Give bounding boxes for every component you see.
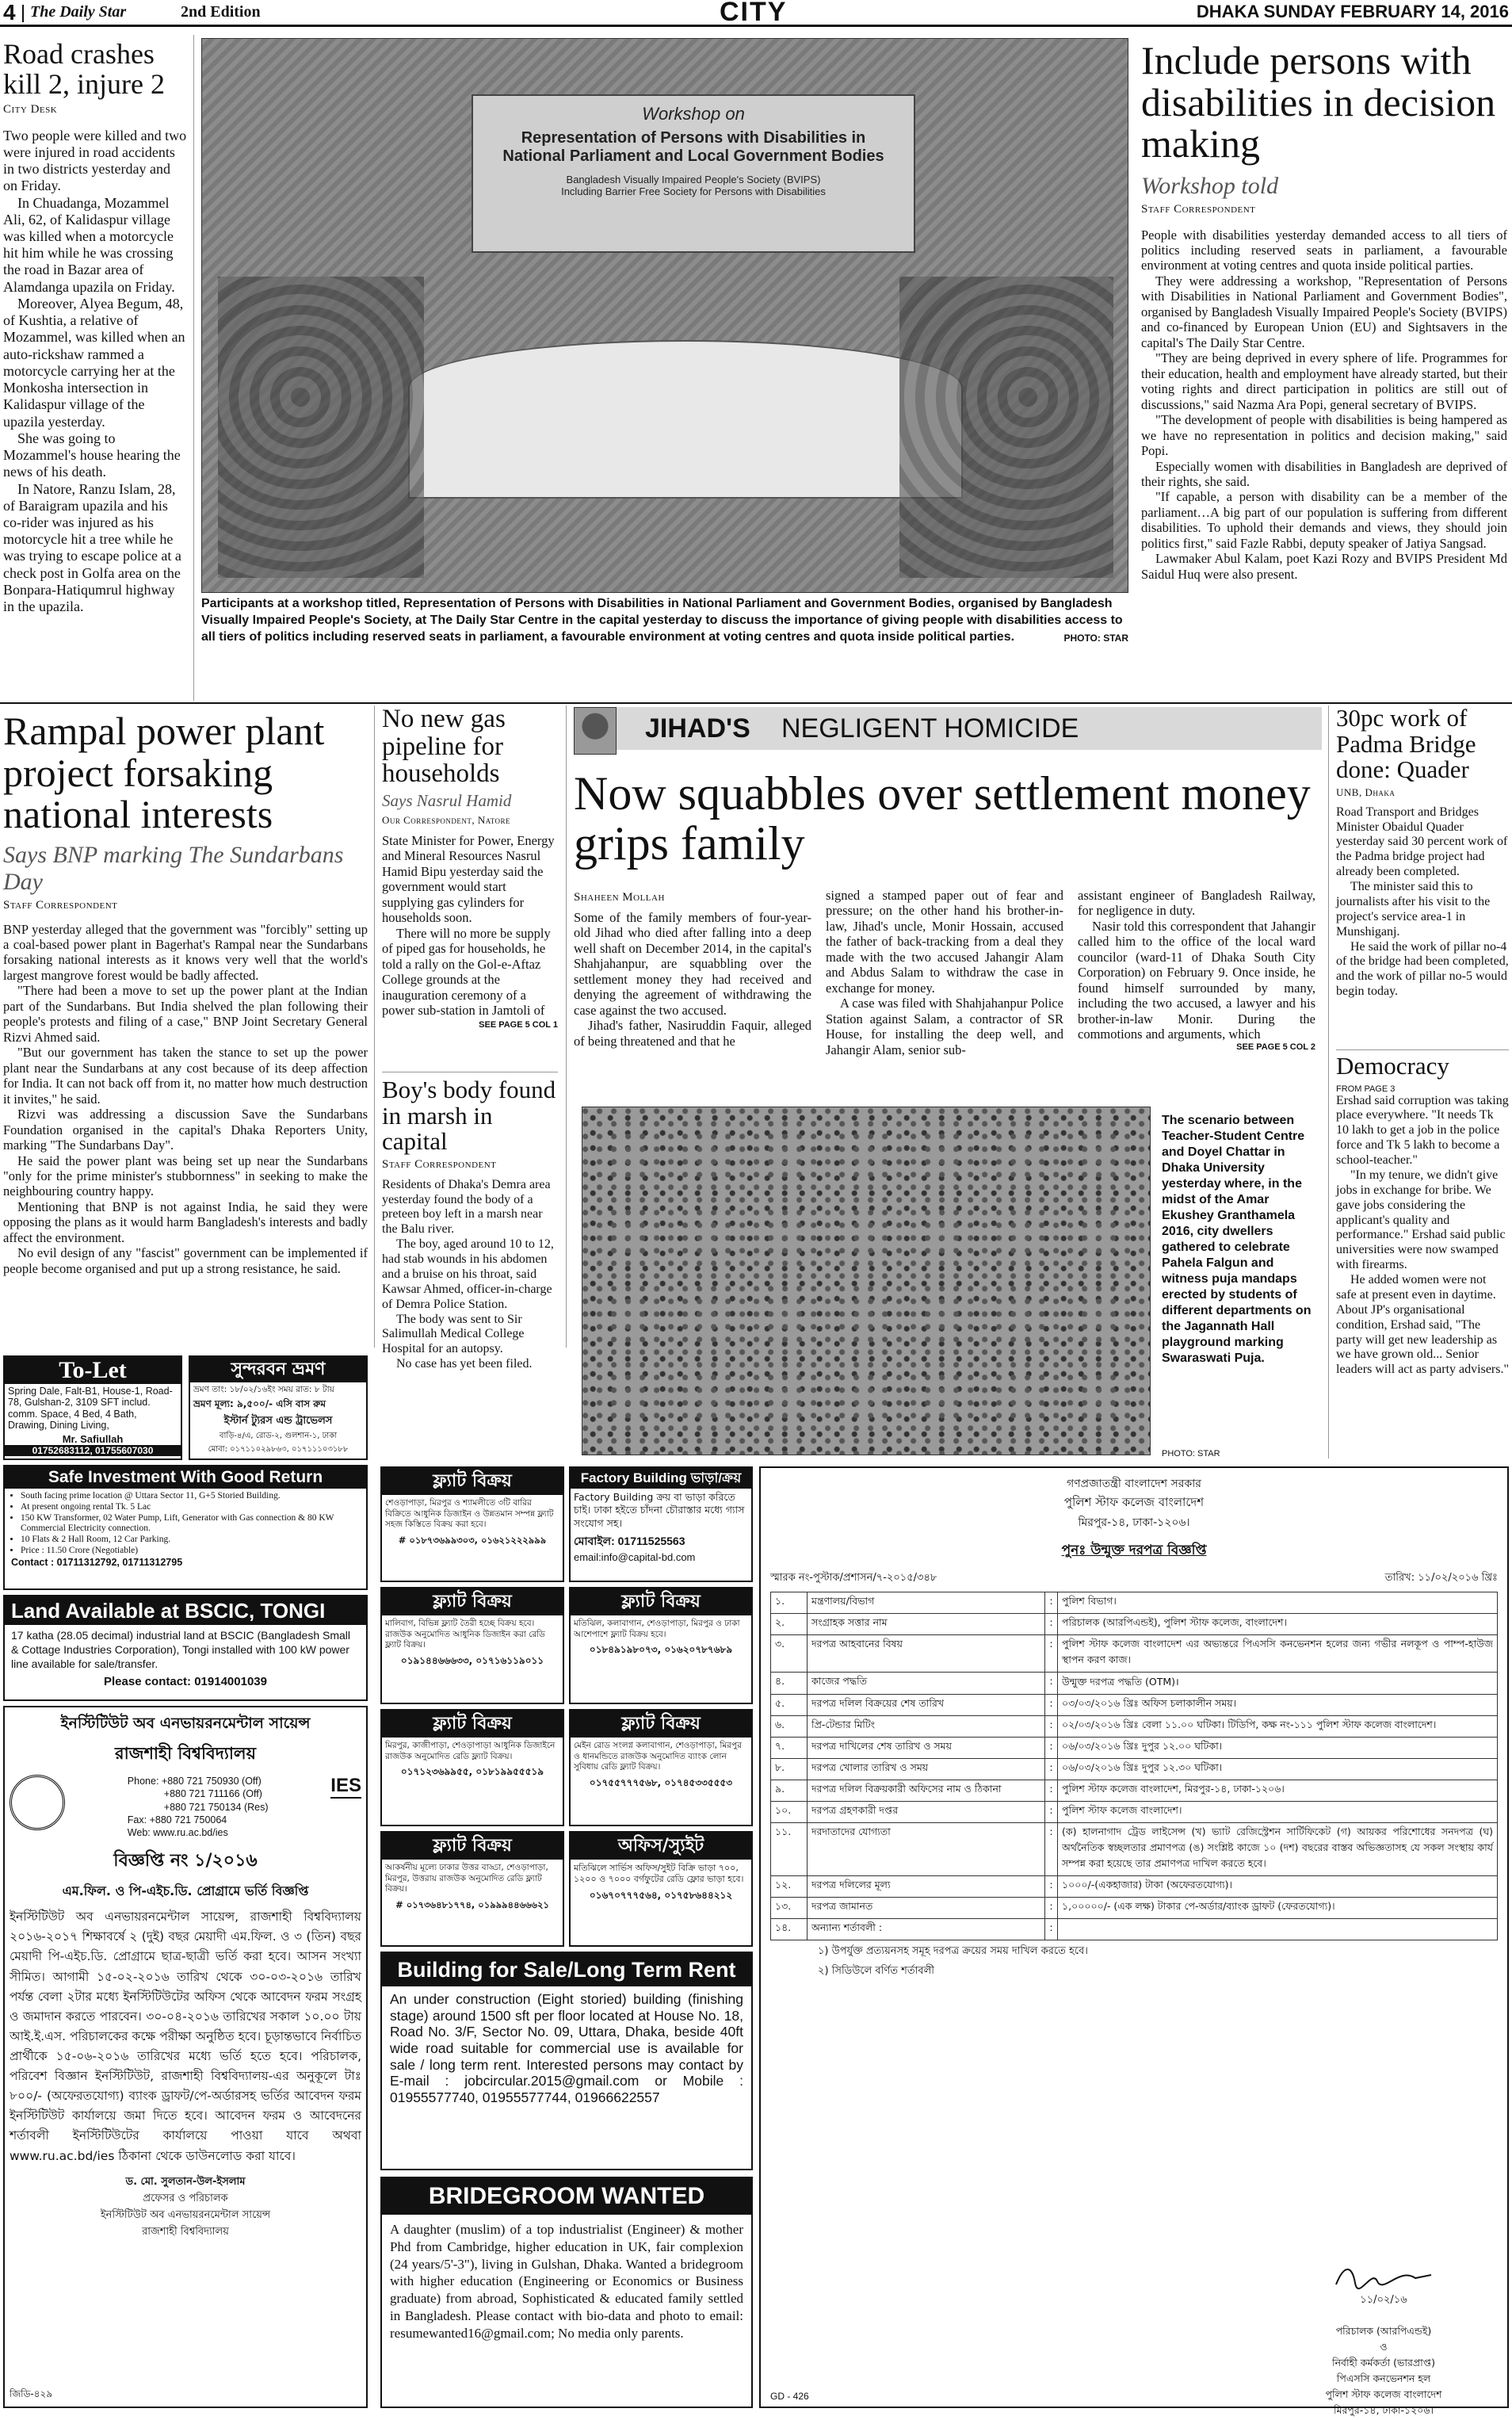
jihad-portrait <box>574 707 617 755</box>
factory-ad-email: email:info@capital-bd.com <box>574 1550 696 1563</box>
factory-ad-body: Factory Building ক্রয় বা ভাড়া করিতে চাই। ঢাকা হইতে চাঁদনা চৌরাস্তার মধ্যে গ্যাস সংযোগ সহ। <box>574 1491 745 1529</box>
tender-row-no: ৯. <box>771 1780 808 1802</box>
tender-row-value: ০২/০৩/২০১৬ খ্রিঃ বেলা ১১.০০ ঘটিকা। টিডিপি, কক্ষ নং-১১১ পুলিশ স্টাফ কলেজ বাংলাদেশ। <box>1058 1716 1498 1738</box>
tender-row <box>771 1759 1498 1780</box>
crowd-caption: The scenario between Teacher-Student Centre and Doyel Chattar in Dhaka University yesterday where, in the midst of the Amar Ekushey Granthamela 2016, city dwellers gathered to celebrate Pahela Falgun and witness puja mandaps erected by students of different departments on the Jagannath Hall playground marking Swaraswati Puja. <box>1162 1114 1312 1365</box>
tender-memo: স্মারক নং-পুস্টাক/প্রশাসন/৭-২০১৫/৩৪৮ <box>770 1572 937 1584</box>
column-rule <box>193 35 194 701</box>
tender-row-colon: : <box>1045 1759 1058 1780</box>
road-crash-headline: Road crashes kill 2, injure 2 <box>3 38 165 100</box>
tender-notice <box>759 1466 1509 2416</box>
masthead-divider <box>22 5 24 22</box>
ies-phone: +880 721 711166 (Off) <box>163 1788 262 1800</box>
boy-p2: The boy, aged around 10 to 12, had stab wounds in his abdomen and a bruise on his throat, said Kawsar Ahmed, officer-in-charge of Demra Police Station. <box>382 1237 554 1311</box>
tender-row-value: ১০০০/-(একহাজার) টাকা (অফেরতযোগ্য)। <box>1058 1876 1498 1898</box>
jihad-p4: A case was filed with Shahjahanpur Police Station against Salam, a contractor of SR House, for installing the deep well, and Jahangir Alam, senior sub- <box>826 996 1063 1057</box>
flat-ad-body: আকর্ষনীয় মূল্যে ঢাকার উত্তর বাড্ডা, শেওড়াপাড়া, মিরপুর, উত্তরায় রাজউক অনুমোদিত রেডি ফ্ল্যাট বিক্রয়। <box>385 1863 548 1894</box>
flat-ad-title: ফ্ল্যাট বিক্রয় <box>571 1588 751 1615</box>
flat-ad-3 <box>569 1587 753 1704</box>
jihad-col-1 <box>574 910 811 1049</box>
ies-fax: Fax: +880 721 750064 <box>127 1814 227 1826</box>
jihad-p3: signed a stamped paper out of fear and pressure; on the other hand his brother-in-law, Jihad's uncle, Monir Hossain, accused the father of back-tracking from a deal they made with the two accused Jahangir Alam and Abdus Salam to withdraw the case in exchange for money. <box>826 888 1063 996</box>
flat-ad-phones: ০১৯১৪৪৬৬৬৩৩, ০১৭১৬১১৯০১১ <box>400 1654 544 1666</box>
flat-ad-title: ফ্ল্যাট বিক্রয় <box>382 1588 563 1615</box>
rampal-deck: Says BNP marking The Sundarbans Day <box>3 841 344 895</box>
rampal-p2: "There had been a move to set up the power plant at the Indian part of the Sundarbans. But India shelved the plan following their people's protests and filing of a case," BNP Joint Secretary General Rizvi Ahmed said. <box>3 983 368 1045</box>
democracy-story <box>1336 1049 1509 1462</box>
ies-logo: IES <box>330 1775 361 1799</box>
tender-row-no: ১. <box>771 1592 808 1614</box>
ies-signatory-4: রাজশাহী বিশ্ববিদ্যালয় <box>142 2225 229 2238</box>
ies-code: জিডি-৪২৯ <box>10 2388 53 2399</box>
gas-jump: SEE PAGE 5 COL 1 <box>479 1019 558 1030</box>
rampal-p4: Rizvi was addressing a discussion Save the Sundarbans Foundation organised in the capital's Dhaka Reporters Unity, marking "The Sundarbans Day". <box>3 1107 368 1153</box>
tender-notice-title: পুনঃ উন্মুক্ত দরপত্র বিজ্ঞপ্তি <box>1061 1543 1207 1558</box>
sundarban-ad <box>189 1355 368 1460</box>
factory-ad-phone: মোবাইল: 01711525563 <box>574 1534 685 1547</box>
ies-header-2: রাজশাহী বিশ্ববিদ্যালয় <box>115 1744 256 1763</box>
rampal-story <box>3 710 368 1344</box>
ies-signature <box>10 2174 361 2241</box>
tender-row <box>771 1614 1498 1635</box>
jihad-kicker <box>574 707 1322 750</box>
tender-row-item: সংগ্রাহক সত্তার নাম <box>808 1614 1045 1635</box>
workshop-photo-credit: PHOTO: STAR <box>1063 632 1128 644</box>
disabilities-story <box>1141 40 1507 705</box>
padma-p1: Road Transport and Bridges Minister Obaidul Quader yesterday said 30 percent work of the Padma bridge project had already been completed. <box>1336 805 1508 879</box>
banner-line-3: National Parliament and Local Government Bodies <box>502 147 884 165</box>
sundarban-line-1: ভ্রমণ তাং: ১৮/০২/১৬ইং সময় রাত: ৮ টায় <box>193 1385 334 1394</box>
tender-row-value: ০৬/০৩/২০১৬ খ্রিঃ দুপুর ১২.৩০ ঘটিকা। <box>1058 1759 1498 1780</box>
tender-row-no: ৬. <box>771 1716 808 1738</box>
ies-ad <box>3 1706 368 2408</box>
banner-line-5: Including Barrier Free Society for Persons with Disabilities <box>561 185 826 197</box>
tolet-body: Spring Dale, Falt-B1, House-1, Road-78, Gulshan-2, 3109 SFT includ. comm. Space, 4 Bed, 4 Bath, Drawing, Dining Living, <box>8 1386 173 1432</box>
workshop-caption <box>201 596 1128 699</box>
conference-table <box>408 340 963 499</box>
sundarban-line-2: ভ্রমণ মূল্য: ৯,৫০০/- এসি বাস রুম <box>193 1398 326 1409</box>
gas-byline: Our Correspondent, Natore <box>382 813 511 826</box>
flat-ad-phones: # ০১৭৩৬৪৮১৭৭৪, ০১৯৯৯৪৪৬৬৬২১ <box>395 1898 549 1910</box>
tender-org: পুলিশ স্টাফ কলেজ বাংলাদেশ <box>1063 1495 1205 1509</box>
tender-row-item: দরপত্র গ্রহণকারী দপ্তর <box>808 1802 1045 1823</box>
tender-row <box>771 1716 1498 1738</box>
rampal-body <box>3 922 368 1277</box>
ies-signatory-1: ড. মো. সুলতান-উল-ইসলাম <box>125 2175 246 2188</box>
banner-line-2: Representation of Persons with Disabilities in <box>521 129 866 147</box>
tender-date: তারিখ: ১১/০২/২০১৬ খ্রিঃ <box>1384 1572 1498 1584</box>
tender-row-value: ০৬/০৩/২০১৬ খ্রিঃ দুপুর ১২.০০ ঘটিকা। <box>1058 1738 1498 1759</box>
tender-row-no: ১২. <box>771 1876 808 1898</box>
tender-row <box>771 1876 1498 1898</box>
sundarban-title: সুন্দরবন ভ্রমণ <box>190 1357 366 1382</box>
boy-p3: The body was sent to Sir Salimullah Medical College Hospital for an autopsy. <box>382 1312 525 1356</box>
gas-body <box>382 833 558 1019</box>
bridegroom-body: A daughter (muslim) of a top industrialist (Engineer) & mother Phd from Cambridge, higher education in UK, fair complexion (24 years/5'-3"), living in Gulshan, Dhaka. Wanted a bridegroom with higher education (Engineering or Economics or Business graduate) from abroad, Sophisticated & educated family settled in Bangladesh. Please contact with bio-data and photo to email: resumewanted16@gmail.com; No media only parents. <box>390 2222 743 2341</box>
tender-row-item: মন্ত্রণালয়/বিভাগ <box>808 1592 1045 1614</box>
edition: 2nd Edition <box>181 3 261 21</box>
bscic-title: Land Available at BSCIC, TONGI <box>5 1596 366 1625</box>
road-crash-byline: City Desk <box>3 102 58 116</box>
factory-ad-title: Factory Building ভাড়া/ক্রয় <box>571 1468 751 1489</box>
rampal-p7: No evil design of any "fascist" government can be implemented if people become organised and put up a strong resistance, he said. <box>3 1245 368 1276</box>
building-sale-body: An under construction (Eight storied) building (finishing stage) around 1500 sft per floor located at House No. 18, Road No. 3/F, Sector No. 09, Uttara, Dhaka, beside 40ft wide road suitable for commercial use is available for sale / long term rent. Interested persons may contact by E-mail : jobcircular.2015@gmail.com or Mobile : 01955577740, 01955577744, 01966622557 <box>390 1991 743 2105</box>
tender-row-item: কাজের পদ্ধতি <box>808 1673 1045 1695</box>
tolet-phones: 01752683112, 01755607030 <box>5 1445 181 1456</box>
tender-row-colon: : <box>1045 1635 1058 1673</box>
bscic-contact: Please contact: 01914001039 <box>104 1674 267 1688</box>
column-rule <box>374 705 375 1348</box>
tender-table <box>770 1592 1498 1940</box>
tender-row-item: দরপত্র দলিলের মূল্য <box>808 1876 1045 1898</box>
road-crash-p4: She was going to Mozammel's house hearing the news of his death. <box>3 430 181 480</box>
tender-row <box>771 1738 1498 1759</box>
rampal-headline: Rampal power plant project forsaking national interests <box>3 709 325 836</box>
flat-ad-1 <box>380 1466 564 1582</box>
tender-row-colon: : <box>1045 1876 1058 1898</box>
signature-image <box>1281 2261 1487 2292</box>
flat-ad-title: ফ্ল্যাট বিক্রয় <box>382 1468 563 1495</box>
gas-p1: State Minister for Power, Energy and Mineral Resources Nasrul Hamid Bipu yesterday said the government would start supplying gas cylinders for households soon. <box>382 832 555 926</box>
tender-row <box>771 1802 1498 1823</box>
safe-investment-item: • 150 KW Transformer, 02 Water Pump, Lift, Generator with Gas connection & 80 KW Commercial Electricity connection. <box>21 1513 363 1535</box>
flat-ad-phones: ০১৭১২৩৬৯৯৫৫, ০১৮১৯৯৫৫৫১৯ <box>400 1766 544 1778</box>
tender-row-value: উন্মুক্ত দরপত্র পদ্ধতি (OTM)। <box>1058 1673 1498 1695</box>
safe-investment-title: Safe Investment With Good Return <box>5 1466 366 1489</box>
padma-body <box>1336 805 1509 1000</box>
tender-row-no: ৭. <box>771 1738 808 1759</box>
tender-row-value: পুলিশ বিভাগ। <box>1058 1592 1498 1614</box>
disabilities-p4: "The development of people with disabilities is being hampered as we have no representation in politics and decision making," said Popi. <box>1141 412 1507 459</box>
jihad-p5: assistant engineer of Bangladesh Railway, for negligence in duty. <box>1078 888 1315 919</box>
tender-row-item: দরপত্র দলিল বিক্রয়কারী অফিসের নাম ও ঠিকানা <box>808 1780 1045 1802</box>
tender-row <box>771 1592 1498 1614</box>
office-ad-phones: ০১৬৭০৭৭৭৫৬৪, ০১৭৫৮৬৪৪২১২ <box>589 1889 733 1901</box>
boy-byline: Staff Correspondent <box>382 1157 497 1171</box>
disabilities-p6: "If capable, a person with disability can be a member of the parliament…A big part of our population is suffering from different disabilities. To uphold their demands and views, they should join politics first," said Fazle Rabbi, deputy speaker of Jatiya Sangsad. <box>1141 489 1507 551</box>
bridegroom-title: BRIDEGROOM WANTED <box>382 2178 751 2215</box>
tender-row-no: ১০. <box>771 1802 808 1823</box>
flat-ad-body: মিরপুর, কাজীপাড়া, শেওড়াপাড়া আধুনিক ডিজাইনে রাজউক অনুমোদিত রেডি ফ্ল্যাট বিক্রয়। <box>385 1741 556 1761</box>
university-seal-icon <box>10 1775 65 1830</box>
tender-row-item: দরপত্র খোলার তারিখ ও সময় <box>808 1759 1045 1780</box>
sundarban-line-4: বাড়ি-৪/এ, রোড-২, গুলশান-১, ঢাকা <box>219 1432 338 1440</box>
democracy-body <box>1336 1094 1509 1378</box>
jihad-kicker-rest: NEGLIGENT HOMICIDE <box>781 713 1079 744</box>
sundarban-line-5: মোবা: ০১৭১১০২৯৮৬৩, ০১৭১১১০৩১৮৮ <box>208 1445 349 1454</box>
workshop-photo <box>201 38 1128 593</box>
rampal-p1: BNP yesterday alleged that the government was "forcibly" setting up a coal-based power plant in Bagerhat's Rampal near the Sundarbans forsaking national interests as it knows very well that the world's largest mangrove forest would be badly affected. <box>3 921 368 983</box>
tender-signatory-4: পিএসসি কনভেনশন হল <box>1336 2372 1431 2384</box>
tender-row <box>771 1823 1498 1876</box>
tolet-name: Mr. Safiullah <box>62 1432 124 1445</box>
tender-condition: ২) সিডিউলে বর্ণিত শর্তাবলী <box>818 1965 934 1977</box>
page-number: 4 <box>3 0 16 25</box>
tender-row-no: ৫. <box>771 1695 808 1716</box>
crowd-photo <box>582 1107 1151 1455</box>
tender-row-value: পরিচালক (আরপিএন্ডই), পুলিশ স্টাফ কলেজ, বাংলাদেশ। <box>1058 1614 1498 1635</box>
bridegroom-ad <box>380 2177 753 2408</box>
tender-row-item: দরপত্র আহবানের বিষয় <box>808 1635 1045 1673</box>
flat-ad-4 <box>380 1709 564 1826</box>
office-ad <box>569 1831 753 1947</box>
sundarban-line-3: ইস্টার্ন ট্যুরস এন্ড ট্রাভেলস <box>223 1415 333 1427</box>
boy-p1: Residents of Dhaka's Demra area yesterday found the body of a preteen boy left in a marsh near the Balu river. <box>382 1177 551 1237</box>
ies-notice-no: বিজ্ঞপ্তি নং ১/২০১৬ <box>113 1851 258 1871</box>
jihad-col-3 <box>1078 888 1315 1053</box>
road-crash-p3: Moreover, Alyea Begum, 48, of Kushtia, a relative of Mozammel, was killed when an auto-rickshaw rammed a motorcycle carrying her at the Monkosha intersection in Kalidaspur village of the upazila yesterday. <box>3 295 185 430</box>
padma-p3: He said the work of pillar no-4 of the bridge had been completed, and the work of pillar no-5 would begin today. <box>1336 939 1509 999</box>
tender-row <box>771 1673 1498 1695</box>
tender-gov: গণপ্রজাতন্ত্রী বাংলাদেশ সরকার <box>1067 1478 1201 1490</box>
democracy-from: FROM PAGE 3 <box>1336 1084 1396 1094</box>
tender-row-no: ৩. <box>771 1635 808 1673</box>
ies-phone: +880 721 750134 (Res) <box>163 1801 269 1813</box>
tender-row-no: ১৩. <box>771 1898 808 1919</box>
jihad-p1: Some of the family members of four-year-old Jihad who died after falling into a deep well shaft on December 2014, in the capital's Shahjahanpur, are squabbling over the settlement money they had received and denying the agreement of withdrawing the case against the two accused. <box>574 910 811 1018</box>
jihad-byline: Shaheen Mollah <box>574 891 665 904</box>
tender-row <box>771 1898 1498 1919</box>
tender-signatory-1: পরিচালক (আরপিএন্ডই) <box>1335 2325 1432 2337</box>
democracy-p2: "In my tenure, we didn't give jobs in exchange for bribe. We gave jobs considering the applicant's quality and performance." Ershad said public universities were now swamped with firearms. <box>1336 1168 1506 1272</box>
tolet-ad <box>3 1355 182 1460</box>
democracy-headline: Democracy <box>1336 1052 1449 1080</box>
ies-header-row <box>10 1775 361 1839</box>
column-rule <box>566 705 567 1348</box>
boy-story <box>382 1072 558 1371</box>
tender-row-colon: : <box>1045 1738 1058 1759</box>
flat-ad-6 <box>380 1831 564 1947</box>
flat-ad-phones: ০১৮৪৯১৯৮০৭৩, ০১৬২০৭৮৭৬৮৯ <box>589 1644 733 1656</box>
tender-addr: মিরপুর-১৪, ঢাকা-১২০৬। <box>1078 1516 1190 1529</box>
factory-ad <box>569 1466 753 1582</box>
flat-ad-2 <box>380 1587 564 1704</box>
tender-signatory-5: পুলিশ স্টাফ কলেজ বাংলাদেশ <box>1325 2388 1442 2400</box>
office-ad-body: মতিঝিলে সার্ভিস অফিস/সুইট বিক্রি ভাড়া ৭০০, ১২০০ ও ৭০০০ বর্গফুটের রেডি ফ্লোর ভাড়া হবে। <box>574 1863 744 1885</box>
tender-row-no: ১১. <box>771 1823 808 1876</box>
rampal-byline: Staff Correspondent <box>3 898 118 912</box>
column-rule <box>1328 705 1329 1458</box>
tender-row-colon: : <box>1045 1614 1058 1635</box>
flat-ad-phones: ০১৭৫৫৭৭৭৫৬৮, ০১৭৪৫৩৩৫৫৫৩ <box>589 1776 733 1788</box>
road-crash-p2: In Chuadanga, Mozammel Ali, 62, of Kalidaspur village was killed when a motorcycle hit him while he was crossing the road in Bazar area of Alamdanga upazila on Friday. <box>3 194 175 295</box>
tender-condition: ১) উপর্যুক্ত প্রত্যয়নসহ সমূহ দরপত্র ক্রয়ের সময় দাখিল করতে হবে। <box>818 1945 1088 1957</box>
safe-investment-ad <box>3 1465 368 1590</box>
crowd-credit: PHOTO: STAR <box>1162 1449 1220 1458</box>
tender-row-value: (ক) হালনাগাদ ট্রেড লাইসেন্স (খ) ভ্যাট রেজিস্ট্রেশন সার্টিফিকেট (গ) আয়কর পরিশোধের সনদপত্র (ঘ) অর্থনৈতিক স্বচ্ছলতার প্রমাণপত্র (ঙ) সংশ্লিষ্ট কাজে ১০ (দশ) বছরের বাস্তব অভিজ্ঞতাসহ যে সকল সংস্থায় কার্য সম্পন্ন করা হয়েছে তার প্রমাণপত্র দাখিল করতে হবে। <box>1058 1823 1498 1876</box>
rampal-p3: "But our government has taken the stance to set up the power plant near the Sundarbans at any cost because of its deep affection for India. It can not back off from it, no matter how much destruction it invites," he said. <box>3 1045 368 1107</box>
padma-byline: UNB, Dhaka <box>1336 786 1396 798</box>
tender-row <box>771 1919 1498 1940</box>
padma-story <box>1336 705 1509 1038</box>
disabilities-body <box>1141 227 1507 583</box>
dateline: DHAKA SUNDAY FEBRUARY 14, 2016 <box>1196 2 1509 21</box>
flat-ad-phones: # ০১৮৭৩৬৯৯৩০৩, ০১৬২১২২২৯৯৯ <box>398 1534 547 1546</box>
rampal-p5: He said the power plant was being set up near the Sundarbans "only for the prime minister's stubbornness" in seeking to make the neighbouring country happy. <box>3 1153 368 1199</box>
jihad-jump: SEE PAGE 5 COL 2 <box>1236 1042 1315 1052</box>
office-ad-title: অফিস/স্যুইট <box>571 1833 751 1860</box>
gas-deck: Says Nasrul Hamid <box>382 790 512 810</box>
banner-line-4: Bangladesh Visually Impaired People's Society (BVIPS) <box>566 174 821 185</box>
masthead <box>0 0 1512 27</box>
padma-headline: 30pc work of Padma Bridge done: Quader <box>1336 704 1476 784</box>
safe-investment-item: • At present ongoing rental Tk. 5 Lac <box>21 1502 363 1513</box>
disabilities-p1: People with disabilities yesterday demanded access to all tiers of politics including reserved seats in parliament, a favourable environment at voting centres and quota inside political parties. <box>1141 227 1507 273</box>
safe-investment-item: • 10 Flats & 2 Hall Room, 12 Car Parking. <box>21 1535 363 1546</box>
tender-row-no: ৮. <box>771 1759 808 1780</box>
jihad-headline: Now squabbles over settlement money grips family <box>574 767 1311 870</box>
jihad-col-2 <box>826 888 1063 1057</box>
tender-row-colon: : <box>1045 1673 1058 1695</box>
flat-ad-body: মালিবাগ, বিভিন্ন ফ্ল্যাট তৈরী হচ্ছে বিক্রয় হবে। রাজউক অনুমোদিত আধুনিক ডিজাইন করা রেডি ফ্ল্যাট বিক্রয়। <box>385 1619 545 1650</box>
disabilities-deck: Workshop told <box>1141 172 1279 199</box>
ies-contacts <box>128 1775 269 1839</box>
tender-row-item: দরপত্র দাখিলের শেষ তারিখ ও সময় <box>808 1738 1045 1759</box>
tender-memo-row <box>770 1570 1498 1587</box>
tender-row-item: দরদাতাদের যোগ্যতা <box>808 1823 1045 1876</box>
workshop-banner <box>472 94 915 253</box>
building-sale-title: Building for Sale/Long Term Rent <box>382 1953 751 1986</box>
flat-ad-title: ফ্ল্যাট বিক্রয় <box>382 1833 563 1860</box>
gas-p2: There will no more be supply of piped gas for households, he told a rally on the Gol-e-Aftaz College grounds at the inauguration ceremony of a power sub-station in Jamtoli of <box>382 925 551 1019</box>
tender-row <box>771 1695 1498 1716</box>
ies-phone: Phone: +880 721 750930 (Off) <box>127 1776 262 1787</box>
boy-headline: Boy's body found in marsh in capital <box>382 1076 556 1156</box>
tender-row-colon: : <box>1045 1898 1058 1919</box>
tender-row-colon: : <box>1045 1695 1058 1716</box>
disabilities-p5: Especially women with disabilities in Bangladesh are deprived of their rights, she said. <box>1141 458 1507 489</box>
paper-name: The Daily Star <box>30 3 127 21</box>
section-name: CITY <box>720 0 788 27</box>
democracy-p3: He added women were not safe at present even in daytime. About JP's organisational condition, Ershad said, "The party will get new leadership as we have grown old... Senior leaders will act as party advisers." <box>1336 1273 1510 1377</box>
tender-row-no: ১৪. <box>771 1919 808 1940</box>
tender-row-colon: : <box>1045 1802 1058 1823</box>
road-crash-story <box>3 40 187 698</box>
ies-web: Web: www.ru.ac.bd/ies <box>127 1827 228 1838</box>
participants-right <box>899 277 1113 578</box>
disabilities-p3: "They are being deprived in every sphere of life. Programmes for their education, health and employment have already started, but their voting rights and direct participation in politics are still out of discussions," said Nazma Ara Popi, general secretary of BVIPS. <box>1141 350 1507 412</box>
safe-investment-list <box>5 1489 366 1557</box>
building-sale-ad <box>380 1952 753 2170</box>
tender-signatory-6: মিরপুর-১৪, ঢাকা-১২০৬। <box>1334 2404 1434 2416</box>
padma-p2: The minister said this to journalists after his visit to the project's service area-1 in Munshiganj. <box>1336 880 1491 939</box>
road-crash-p5: In Natore, Ranzu Islam, 28, of Baraigram upazila and his co-rider was injured as his motorcycle hit a tree while he was trying to escape police at a check post in Golfa area on the Bonpara-Hatiqumrul highway in the upazila. <box>3 480 181 615</box>
tender-row-item: অন্যান্য শর্তাবলী : <box>808 1919 1045 1940</box>
road-crash-body <box>3 128 187 616</box>
flat-ad-title: ফ্ল্যাট বিক্রয় <box>382 1711 563 1738</box>
tender-row-value <box>1058 1919 1498 1940</box>
tender-row-value: পুলিশ স্টাফ কলেজ বাংলাদেশ এর অভ্যন্তরে পিএসসি কনভেনশন হলের জন্য গভীর নলকূপ ও পাম্প-হাউজ স্থাপন করণ কাজ। <box>1058 1635 1498 1673</box>
tender-row-value: পুলিশ স্টাফ কলেজ বাংলাদেশ। <box>1058 1802 1498 1823</box>
ies-subject: এম.ফিল. ও পি-এইচ.ডি. প্রোগ্রামে ভর্তি বিজ্ঞপ্তি <box>62 1883 309 1899</box>
road-crash-p1: Two people were killed and two were injured in road accidents in two districts yesterday and on Friday. <box>3 127 187 194</box>
tender-signatory-2: ও <box>1380 2341 1388 2353</box>
tender-row-colon: : <box>1045 1716 1058 1738</box>
safe-investment-item: • South facing prime location @ Uttara Sector 11, G+5 Storied Building. <box>21 1491 363 1502</box>
signature-date: ১১/০২/১৬ <box>1360 2294 1407 2306</box>
disabilities-p2: They were addressing a workshop, "Representation of Persons with Disabilities in National Parliament and Government Bodies", organised by Bangladesh Visually Impaired People's Society (BVIPS) and co-financed by European Union (EU) and Sightsavers in the capital's The Daily Star Centre. <box>1141 273 1507 350</box>
democracy-p1: Ershad said corruption was taking place everywhere. "It needs Tk 10 lakh to get a job in the police force and Tk 5 lakh to become a school-teacher." <box>1336 1093 1509 1168</box>
ies-signatory-2: প্রফেসর ও পরিচালক <box>143 2192 228 2204</box>
jihad-p2: Jihad's father, Nasiruddin Faquir, alleged of being threatened and that he <box>574 1018 811 1049</box>
tender-row <box>771 1635 1498 1673</box>
flat-ad-title: ফ্ল্যাট বিক্রয় <box>571 1711 751 1738</box>
ies-signatory-3: ইনস্টিটিউট অব এনভায়রনমেন্টাল সায়েন্স <box>100 2208 271 2221</box>
tender-signature-block <box>1281 2261 1487 2420</box>
tender-row-colon: : <box>1045 1592 1058 1614</box>
flat-ad-5 <box>569 1709 753 1826</box>
tender-signatory-3: নির্বাহী কর্মকর্তা (ভারপ্রাপ্ত) <box>1332 2357 1435 2368</box>
banner-line-1: Workshop on <box>642 104 745 124</box>
tender-gd-code: GD - 426 <box>770 2391 809 2402</box>
flat-ad-body: মেইন রোড সংলগ্ন কলাবাগান, শেওড়াপাড়া, মিরপুর ও ধানমন্ডিতে রাজউক অনুমোদিত ব্যাংক লোন সুবিধায় রেডি ফ্ল্যাট বিক্রয়। <box>574 1741 742 1772</box>
disabilities-byline: Staff Correspondent <box>1141 202 1256 216</box>
tender-row-item: দরপত্র দলিল বিক্রয়ের শেষ তারিখ <box>808 1695 1045 1716</box>
disabilities-headline: Include persons with disabilities in decision making <box>1141 38 1496 166</box>
boy-p4: No case has yet been filed. <box>396 1357 533 1371</box>
tender-row-value: পুলিশ স্টাফ কলেজ বাংলাদেশ, মিরপুর-১৪, ঢাকা-১২০৬। <box>1058 1780 1498 1802</box>
section-rule <box>0 702 1512 704</box>
tender-row-item: দরপত্র জামানত <box>808 1898 1045 1919</box>
tender-row <box>771 1780 1498 1802</box>
tender-row-value: ১,০০০০০/- (এক লক্ষ) টাকার পে-অর্ডার/ব্যাংক ড্রাফট (ফেরতযোগ্য)। <box>1058 1898 1498 1919</box>
bscic-ad <box>3 1595 368 1701</box>
tender-row-colon: : <box>1045 1919 1058 1940</box>
flat-ad-body: মতিঝিল, কলাবাগান, শেওড়াপাড়া, মিরপুর ও ঢাকা আশেপাশে ফ্ল্যাট বিক্রয় হবে। <box>574 1619 740 1639</box>
ies-body: ইনস্টিটিউট অব এনভায়রনমেন্টাল সায়েন্স, রাজশাহী বিশ্ববিদ্যালয় ২০১৬-২০১৭ শিক্ষাবর্ষে ২ (দুই) বছর মেয়াদী এম.ফিল. ও ৩ (তিন) বছর মেয়াদী পি-এইচ.ডি. প্রোগ্রামে ছাত্র-ছাত্রী ভর্তি করা হবে। আসন সংখ্যা সীমিত। আগামী ১৫-০২-২০১৬ তারিখ থেকে ৩০-০৩-২০১৬ তারিখ পর্যন্ত বেলা ২টার মধ্যে ইনস্টিটিউটের অফিস থেকে আবেদন ফরম সংগ্রহ ও জমাদান করতে পারবেন। ৩০-০৪-২০১৬ তারিখের সকাল ১০.০০ টায় আই.ই.এস. পরিচালকের কক্ষে পরীক্ষা অনুষ্ঠিত হবে। চূড়ান্তভাবে নির্বাচিত প্রার্থীকে ১৫-০৬-২০১৬ তারিখের মধ্যে ভর্তি হতে হবে। পরিচালক, পরিবেশ বিজ্ঞান ইনস্টিটিউট, রাজশাহী বিশ্ববিদ্যালয়-এর অনুকূলে টাঃ ৮০০/- (অফেরতযোগ্য) ব্যাংক ড্রাফট/পে-অর্ডারসহ ভর্তির আবেদন ফরম ইনস্টিটিউট কার্যালয়ে জমা দিতে হবে। আবেদন ফরম ও আবেদনের শর্তাবলী ইনস্টিটিউটের কার্যালয়ে পাওয়া যাবে অথবা www.ru.ac.bd/ies ঠিকানা থেকে ডাউনলোড করা যাবে। <box>10 1910 361 2163</box>
workshop-caption-text: Participants at a workshop titled, Representation of Persons with Disabilities in National Parliament and Government Bodies, organised by Bangladesh Visually Impaired People's Society, at The Daily Star Centre in the capital yesterday to discuss the importance of giving people with disabilities access to all tiers of politics including reserved seats in parliament, a favourable environment at voting centres and quota inside political parties. <box>201 597 1123 644</box>
disabilities-p7: Lawmaker Abul Kalam, poet Kazi Rozy and BVIPS President Md Saidul Huq were also present. <box>1141 551 1507 582</box>
rampal-p6: Mentioning that BNP is not against India, he said they were opposing the plans as it would harm Bangladesh's interests and badly affect the environment. <box>3 1199 368 1245</box>
jihad-p6: Nasir told this correspondent that Jahangir called him to the office of the local ward councilor (ward-11 of Dhaka South City Corporation) on February 9. Once inside, he found himself surrounded by many, including the two accused, a lawyer and his brother-in-law Monir. During the commotions and arguments, which <box>1078 918 1315 1042</box>
jihad-kicker-bold: JIHAD'S <box>645 713 750 744</box>
safe-investment-item: • Price : 11.50 Crore (Negotiable) <box>21 1546 363 1557</box>
bscic-body: 17 katha (28.05 decimal) industrial land at BSCIC (Bangladesh Small & Cottage Industries Corporation), Tongi installed with 100 kW power line available for sale/transfer. <box>11 1629 351 1671</box>
tender-row-colon: : <box>1045 1780 1058 1802</box>
gas-headline: No new gas pipeline for households <box>382 705 506 789</box>
tolet-title: To-Let <box>5 1357 181 1384</box>
gas-story <box>382 705 558 1070</box>
tender-row-colon: : <box>1045 1823 1058 1876</box>
participants-left <box>218 277 424 578</box>
flat-ad-body: শেওড়াপাড়া, মিরপুর ও শ্যামলীতে ৩টি বারির বিক্রিতে আধুনিক ডিজাইন ও উন্নতমান সম্পন্ন ফ্ল্যাট সহজ কিস্তিতে বিক্রয় করা হবে। <box>385 1498 554 1530</box>
handwritten-signature-icon <box>1328 2261 1439 2292</box>
safe-investment-contact: Contact : 01711312792, 01711312795 <box>11 1556 183 1568</box>
tender-row-no: ৪. <box>771 1673 808 1695</box>
boy-body <box>382 1178 558 1372</box>
tender-row-item: প্রি-টেন্ডার মিটিং <box>808 1716 1045 1738</box>
ies-header-1: ইনস্টিটিউট অব এনভায়রনমেন্টাল সায়েন্স <box>60 1715 311 1732</box>
tender-row-no: ২. <box>771 1614 808 1635</box>
tender-row-value: ০৩/০৩/২০১৬ খ্রিঃ অফিস চলাকালীন সময়। <box>1058 1695 1498 1716</box>
